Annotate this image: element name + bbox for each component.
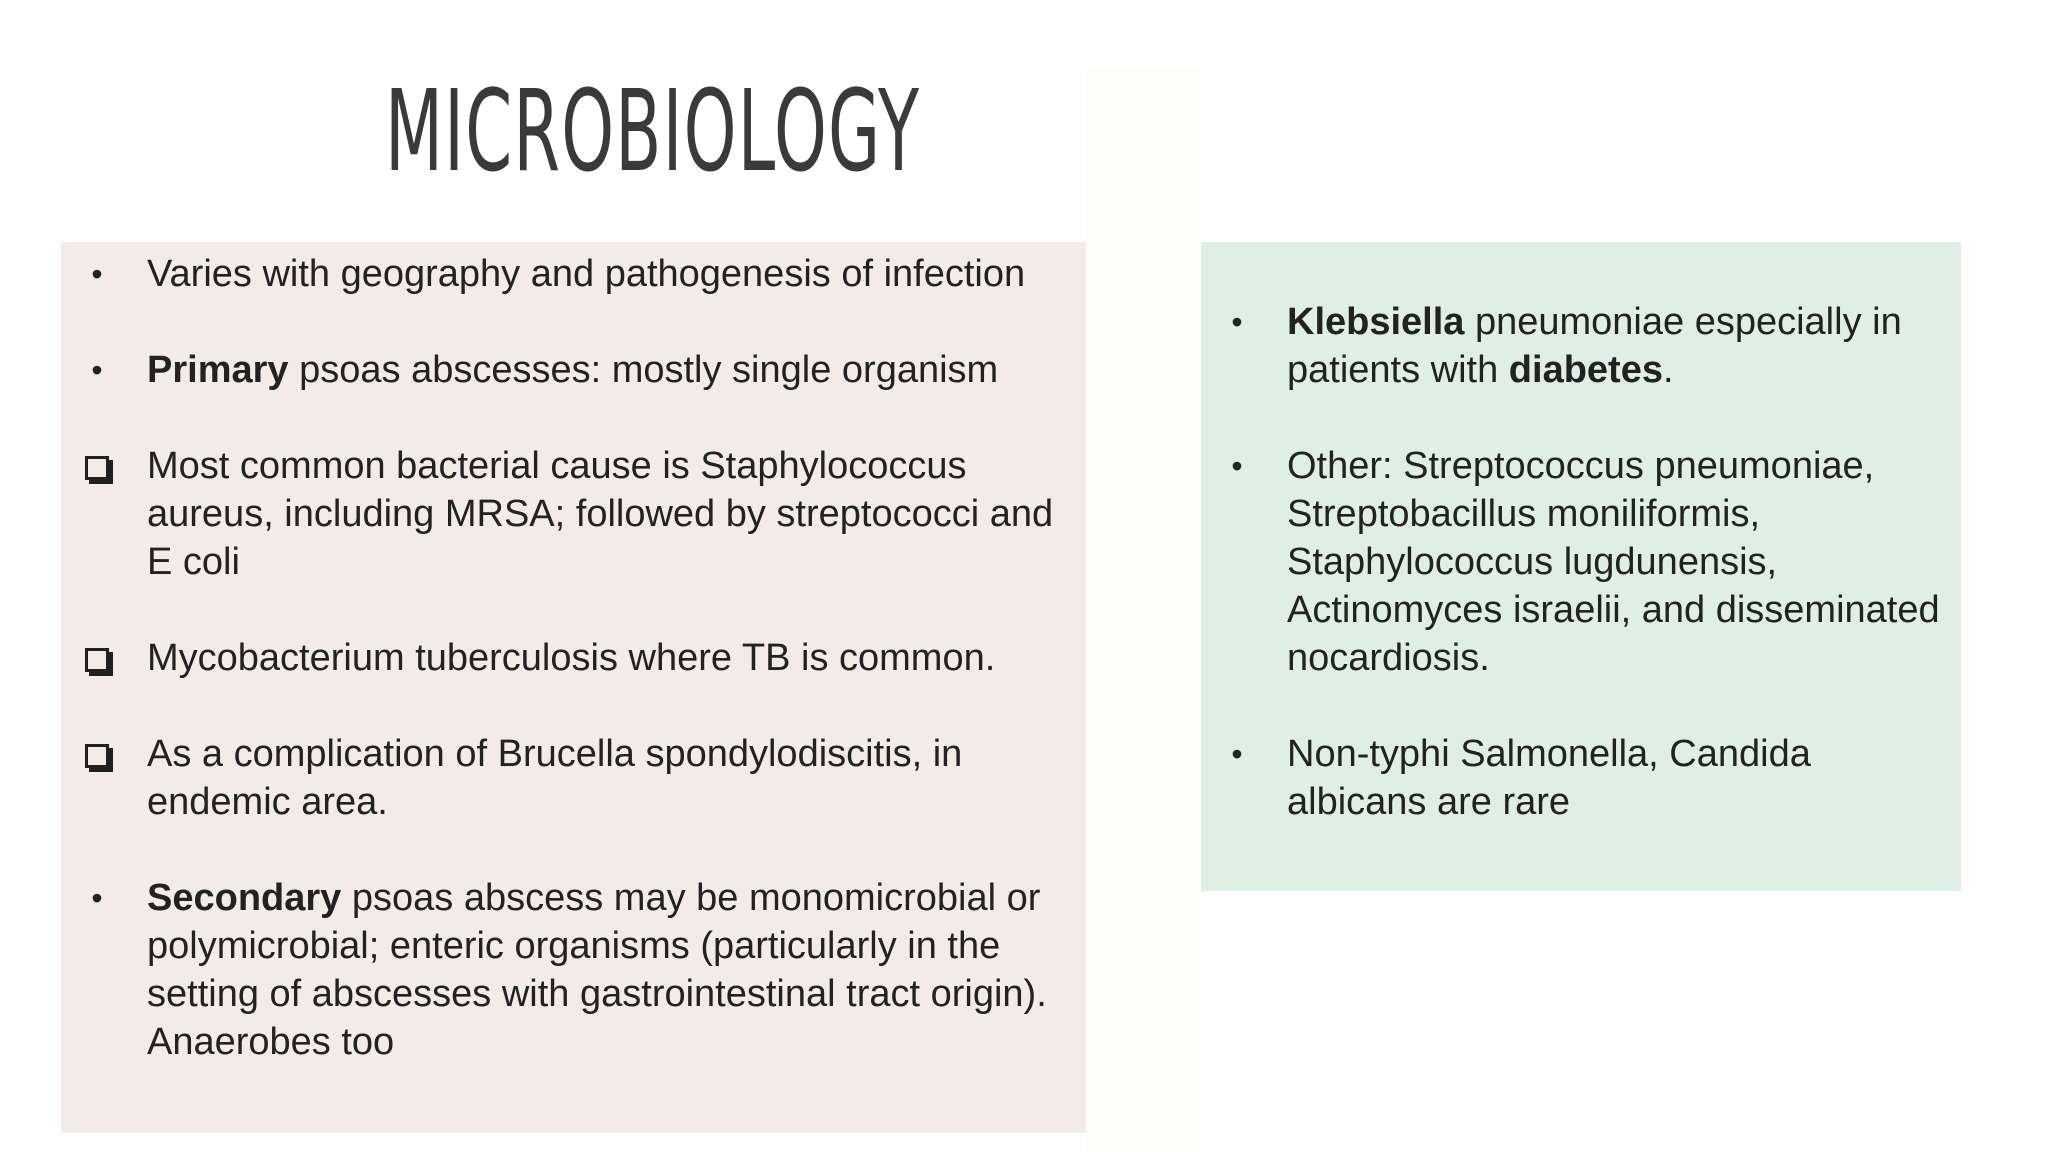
- bullet-icon: •: [91, 880, 103, 916]
- checkbox-bullet-icon: [85, 456, 109, 480]
- bullet-icon: •: [1231, 304, 1243, 340]
- slide-title: MICROBIOLOGY: [385, 67, 921, 197]
- right-content-panel: [1201, 242, 1961, 891]
- bold-term: Primary: [147, 349, 289, 391]
- bullet-icon: •: [1231, 736, 1243, 772]
- item-text: Other: Streptococcus pneumoniae, Streptobacillus moniliformis, Staphylococcus lugdunensis, Actinomyces israelii, and disseminated nocardiosis.: [1287, 445, 1940, 679]
- item-text: Most common bacterial cause is Staphylococcus aureus, including MRSA; followed by streptococci and E coli: [147, 445, 1054, 583]
- list-item: [82, 250, 1066, 298]
- list-item: [1222, 298, 1941, 394]
- bullet-icon: •: [1231, 448, 1243, 484]
- bullet-icon: •: [91, 352, 103, 388]
- item-text: Primary psoas abscesses: mostly single organism: [147, 349, 999, 391]
- item-text: As a complication of Brucella spondylodiscitis, in endemic area.: [147, 733, 963, 823]
- list-item: [82, 346, 1066, 394]
- item-text: Non-typhi Salmonella, Candida albicans are rare: [1287, 733, 1811, 823]
- bold-term: Klebsiella: [1287, 301, 1465, 343]
- list-item: [82, 874, 1066, 1066]
- bullet-icon: •: [91, 256, 103, 292]
- item-text: Mycobacterium tuberculosis where TB is common.: [147, 637, 996, 679]
- item-text: Secondary psoas abscess may be monomicrobial or polymicrobial; enteric organisms (particularly in the setting of abscesses with gastrointestinal tract origin). Anaerobes too: [147, 877, 1047, 1063]
- item-text: Klebsiella pneumoniae especially in patients with diabetes.: [1287, 301, 1902, 391]
- background-strip: [1086, 70, 1201, 1152]
- bold-term: diabetes: [1508, 349, 1663, 391]
- list-item: [82, 730, 1066, 826]
- list-item: [82, 634, 1066, 682]
- left-content-panel: [61, 242, 1086, 1133]
- list-item: [1222, 442, 1941, 682]
- item-text: Varies with geography and pathogenesis of infection: [147, 253, 1026, 295]
- list-item: [82, 442, 1066, 586]
- list-item: [1222, 730, 1941, 826]
- bold-term: Secondary: [147, 877, 342, 919]
- checkbox-bullet-icon: [85, 744, 109, 768]
- checkbox-bullet-icon: [85, 648, 109, 672]
